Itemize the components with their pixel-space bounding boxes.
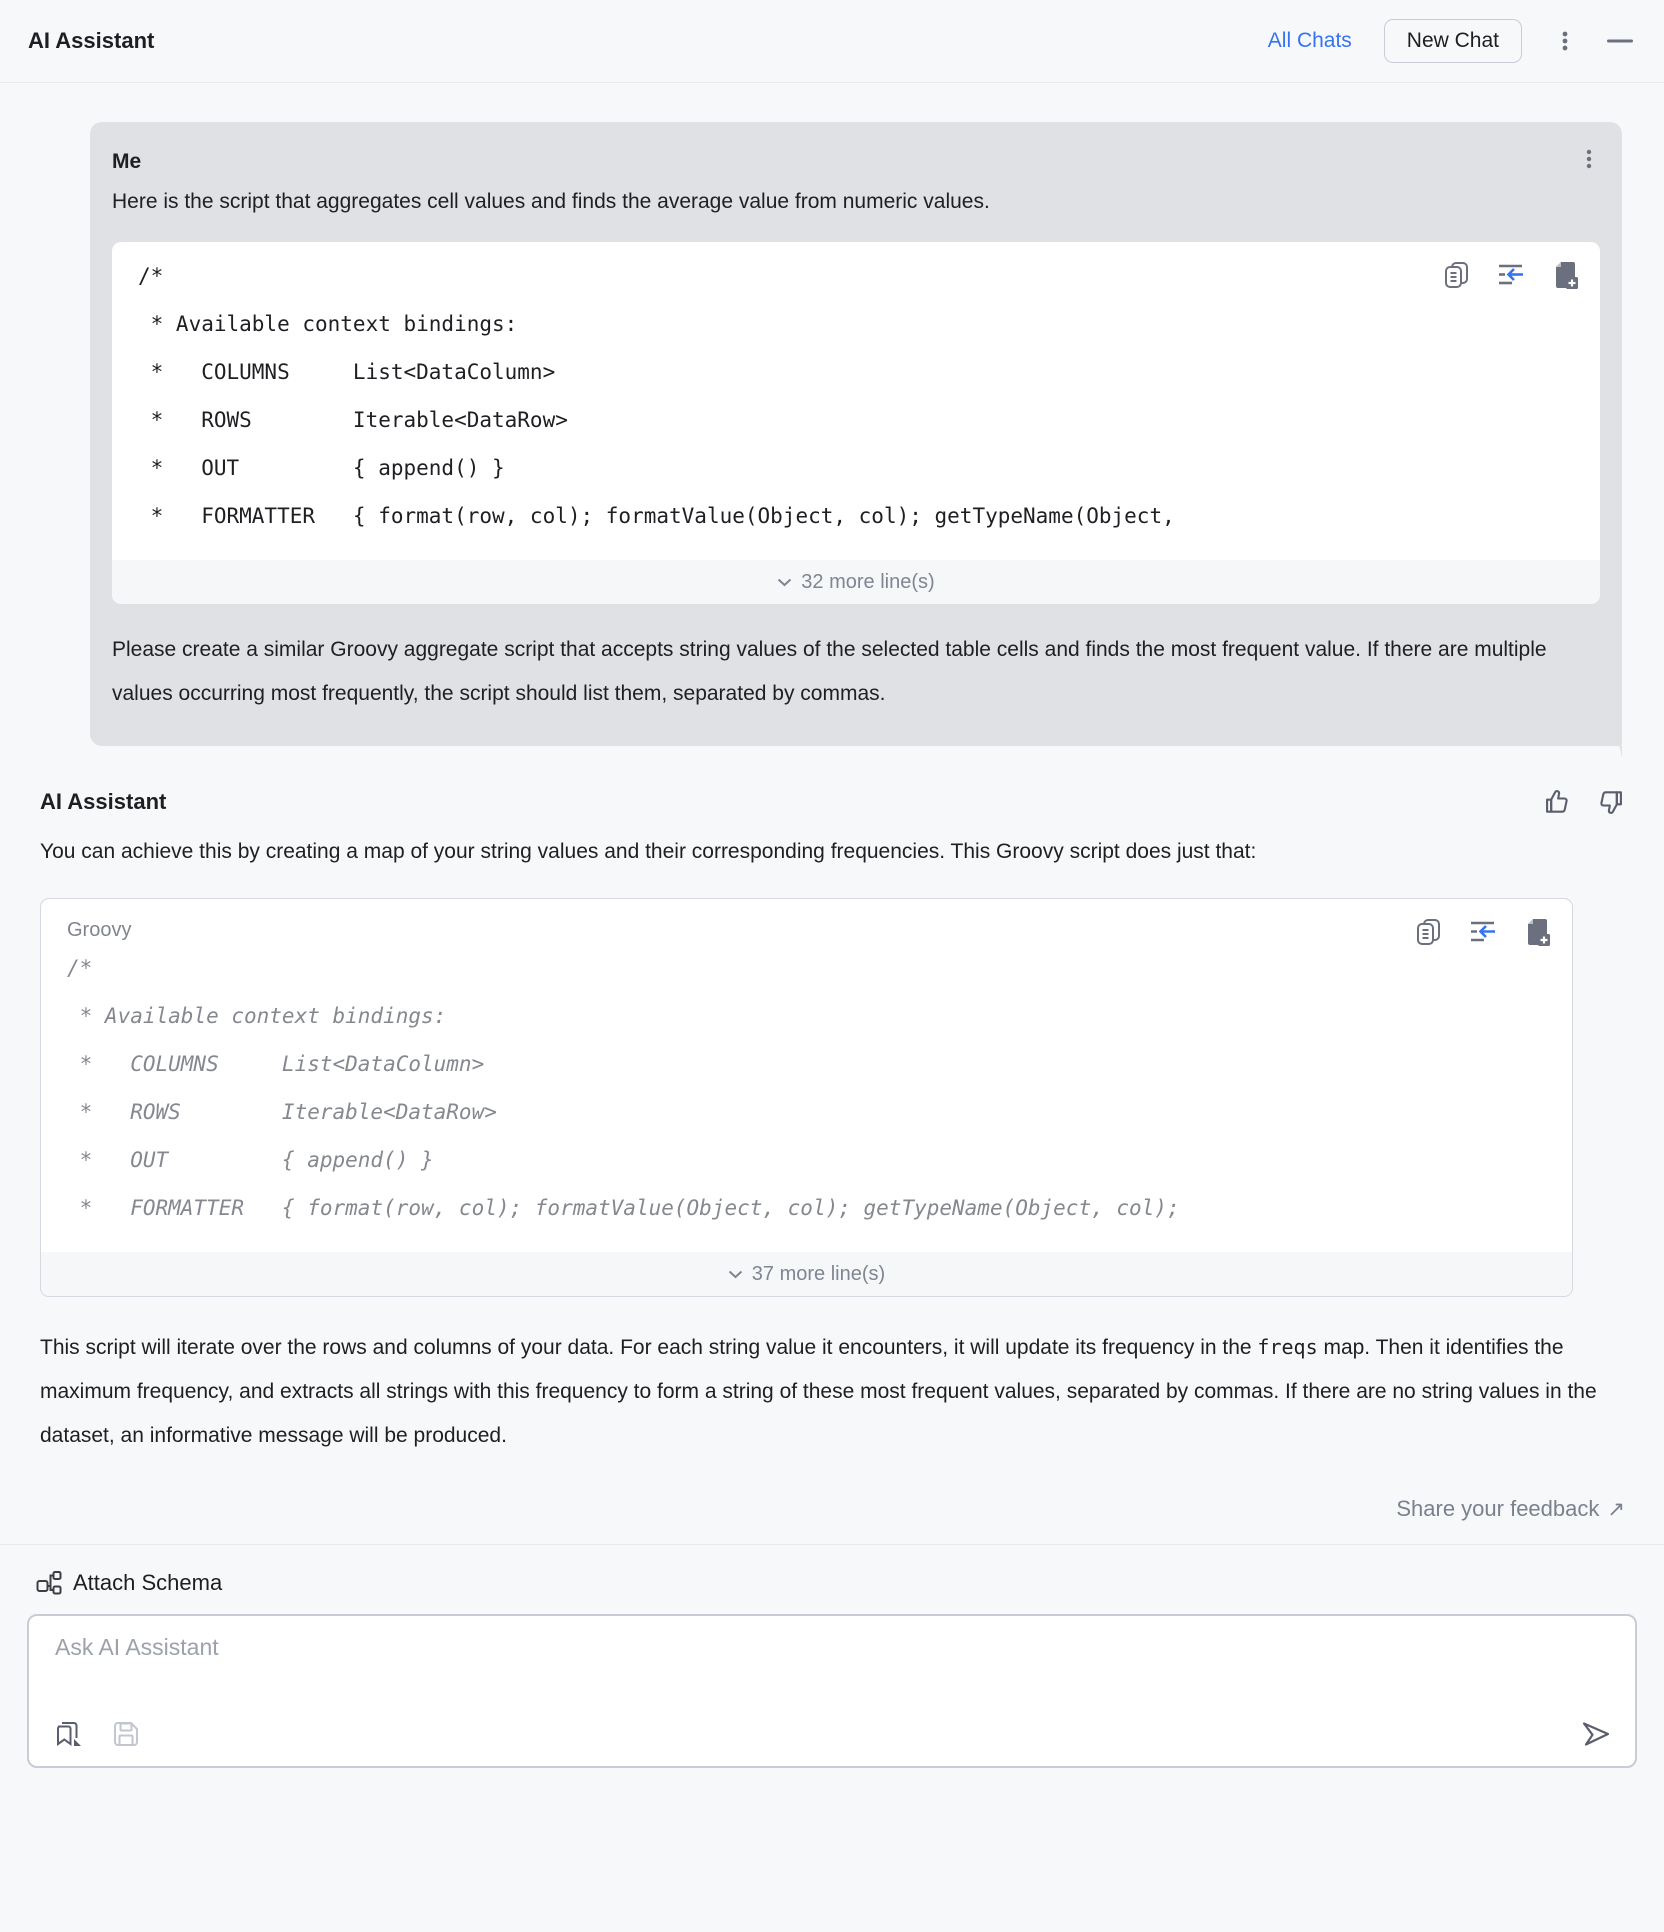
new-file-icon[interactable] — [1524, 917, 1552, 947]
inline-code: freqs — [1257, 1335, 1318, 1359]
code-line: * OUT { append() } — [138, 456, 505, 480]
panel-title: AI Assistant — [28, 28, 155, 53]
attach-schema-button[interactable] — [35, 1569, 222, 1597]
share-feedback-link[interactable] — [40, 1496, 1625, 1522]
more-options-icon[interactable] — [1552, 28, 1578, 54]
assistant-outro-text: This script will iterate over the rows and columns of your data. For each string value it encounters, it will update its frequency in the — [40, 1336, 1258, 1359]
code-line: * COLUMNS List<DataColumn> — [67, 1052, 485, 1076]
chevron-down-icon — [728, 1270, 743, 1279]
footer — [0, 1569, 1664, 1768]
copy-icon[interactable] — [1415, 917, 1442, 947]
minimize-icon[interactable] — [1606, 28, 1634, 54]
user-author-label: Me — [112, 150, 142, 173]
assistant-outro — [40, 1325, 1600, 1458]
assistant-feedback-actions — [1543, 788, 1625, 816]
footer-divider — [0, 1544, 1664, 1545]
code-line: * COLUMNS List<DataColumn> — [138, 360, 556, 384]
user-message-intro: Here is the script that aggregates cell values and finds the average value from numeric values. — [112, 190, 990, 213]
input-actions — [29, 1718, 1635, 1766]
new-chat-button[interactable]: New Chat — [1384, 19, 1522, 63]
expand-more-lines[interactable] — [112, 560, 1600, 604]
assistant-author-label: AI Assistant — [40, 789, 167, 814]
code-line: * ROWS Iterable<DataRow> — [67, 1100, 497, 1124]
assistant-outro-text: map. Then it identifies the maximum frequency, and extracts all strings with this frequency to form a string of these most frequent values, separated by commas. If there are no string values in the dataset, an informative message will be produced. — [40, 1336, 1597, 1447]
schema-icon — [35, 1569, 63, 1597]
external-link-arrow-icon: ↗ — [1607, 1497, 1625, 1521]
code-content — [112, 242, 1600, 560]
all-chats-link[interactable]: All Chats — [1267, 29, 1352, 52]
chat-input-box — [27, 1614, 1637, 1768]
expand-more-lines[interactable] — [41, 1252, 1572, 1296]
code-block-actions — [1415, 917, 1552, 947]
thumbs-up-icon[interactable] — [1543, 788, 1571, 816]
code-line: * FORMATTER { format(row, col); formatValue(Object, col); getTypeName(Object, — [138, 504, 1175, 528]
thumbs-down-icon[interactable] — [1597, 788, 1625, 816]
code-line: * Available context bindings: — [138, 312, 518, 336]
assistant-code-block — [40, 898, 1573, 1297]
code-line: * OUT { append() } — [67, 1148, 434, 1172]
insert-at-caret-icon[interactable] — [1496, 261, 1526, 289]
copy-icon[interactable] — [1443, 260, 1470, 290]
user-code-block — [112, 242, 1600, 604]
assistant-header — [40, 788, 1625, 816]
code-language-label: Groovy — [67, 919, 132, 941]
new-file-icon[interactable] — [1552, 260, 1580, 290]
code-line: * Available context bindings: — [67, 1004, 447, 1028]
more-lines-label: 37 more line(s) — [751, 1262, 886, 1285]
share-feedback-label: Share your feedback — [1396, 1496, 1600, 1521]
topbar — [0, 0, 1664, 83]
insert-at-caret-icon[interactable] — [1468, 918, 1498, 946]
code-block-actions — [1443, 260, 1580, 290]
assistant-intro: You can achieve this by creating a map of your string values and their corresponding frequencies. This Groovy script does just that: — [40, 840, 1257, 863]
code-line: /* — [67, 956, 93, 980]
prompt-library-icon[interactable] — [53, 1718, 85, 1750]
message-kebab-icon[interactable] — [1578, 146, 1600, 172]
chevron-down-icon — [777, 578, 792, 587]
user-message-header — [112, 146, 1600, 178]
chat-input[interactable] — [29, 1616, 1635, 1718]
user-message-bubble — [90, 122, 1622, 746]
save-prompt-icon[interactable] — [111, 1719, 141, 1749]
send-icon[interactable] — [1579, 1718, 1613, 1750]
user-message-outro: Please create a similar Groovy aggregate script that accepts string values of the selected table cells and finds the most frequent value. If there are multiple values occurring most frequently, the script should list them, separated by commas. — [112, 638, 1547, 705]
assistant-message — [40, 788, 1625, 1522]
code-line: * FORMATTER { format(row, col); formatValue(Object, col); getTypeName(Object, col); — [67, 1196, 1180, 1220]
attach-schema-label: Attach Schema — [73, 1570, 223, 1595]
code-content — [41, 942, 1572, 1252]
more-lines-label: 32 more line(s) — [801, 570, 935, 593]
code-line: * ROWS Iterable<DataRow> — [138, 408, 568, 432]
code-line: /* — [138, 264, 164, 288]
